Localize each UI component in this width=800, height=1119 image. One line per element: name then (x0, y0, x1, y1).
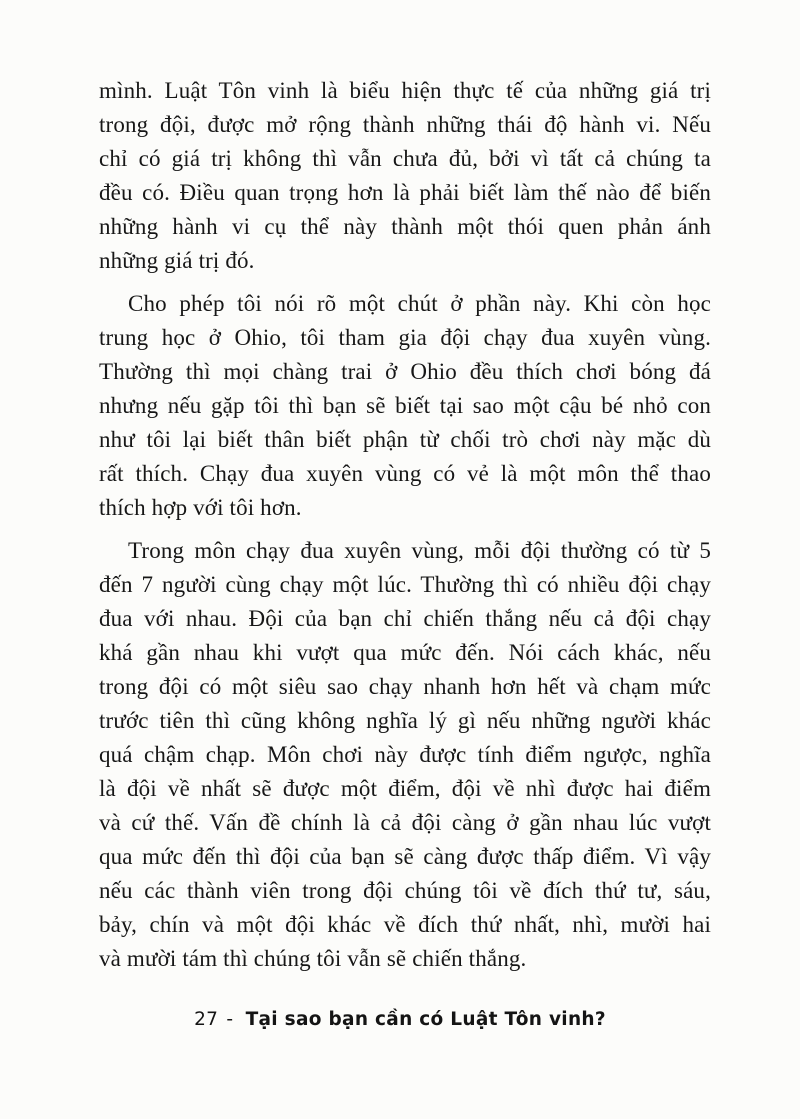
footer-separator: - (226, 1009, 234, 1030)
text-line: Trong môn chạy đua xuyên vùng, mỗi đội thường có từ 5 (128, 538, 711, 563)
text-line: mình. Luật Tôn vinh là biểu hiện thực tế của những giá trị (99, 78, 711, 103)
text-line: trong đội, được mở rộng thành những thái độ hành vi. Nếu (99, 112, 711, 137)
text-line: trước tiên thì cũng không nghĩa lý gì nếu những người khác (99, 708, 711, 733)
text-line: như tôi lại biết thân biết phận từ chối trò chơi này mặc dù (99, 427, 711, 452)
text-line: trong đội có một siêu sao chạy nhanh hơn hết và chạm mức (99, 674, 711, 699)
text-block (99, 74, 711, 985)
text-line: đến 7 người cùng chạy một lúc. Thường thì có nhiều đội chạy (99, 572, 711, 597)
text-line: những giá trị đó. (99, 248, 255, 273)
footer-chapter-title: Tại sao bạn cần có Luật Tôn vinh? (245, 1009, 606, 1030)
text-line: đua với nhau. Đội của bạn chỉ chiến thắng nếu cả đội chạy (99, 606, 711, 631)
page-footer (0, 1009, 800, 1030)
text-line: những hành vi cụ thể này thành một thói quen phản ánh (99, 214, 711, 239)
text-line: chỉ có giá trị không thì vẫn chưa đủ, bởi vì tất cả chúng ta (99, 146, 711, 171)
text-line: qua mức đến thì đội của bạn sẽ càng được thấp điểm. Vì vậy (99, 844, 711, 869)
text-line: Thường thì mọi chàng trai ở Ohio đều thích chơi bóng đá (99, 359, 711, 384)
text-line: là đội về nhất sẽ được một điểm, đội về nhì được hai điểm (99, 776, 711, 801)
text-line: thích hợp với tôi hơn. (99, 495, 302, 520)
text-line: quá chậm chạp. Môn chơi này được tính điểm ngược, nghĩa (99, 742, 711, 767)
paragraph (99, 74, 711, 278)
text-line: và mười tám thì chúng tôi vẫn sẽ chiến thắng. (99, 946, 527, 971)
text-line: khá gần nhau khi vượt qua mức đến. Nói cách khác, nếu (99, 640, 711, 665)
text-line: và cứ thế. Vấn đề chính là cả đội càng ở gần nhau lúc vượt (99, 810, 711, 835)
text-line: đều có. Điều quan trọng hơn là phải biết làm thế nào để biến (99, 180, 711, 205)
paragraph (99, 534, 711, 976)
footer-page-number: 27 (194, 1009, 219, 1030)
text-line: nhưng nếu gặp tôi thì bạn sẽ biết tại sao một cậu bé nhỏ con (99, 393, 711, 418)
text-line: Cho phép tôi nói rõ một chút ở phần này. Khi còn học (128, 291, 711, 316)
text-line: trung học ở Ohio, tôi tham gia đội chạy đua xuyên vùng. (99, 325, 711, 350)
text-line: nếu các thành viên trong đội chúng tôi về đích thứ tư, sáu, (99, 878, 711, 903)
paragraph (99, 287, 711, 525)
text-line: rất thích. Chạy đua xuyên vùng có vẻ là một môn thể thao (99, 461, 711, 486)
text-line: bảy, chín và một đội khác về đích thứ nhất, nhì, mười hai (99, 912, 711, 937)
